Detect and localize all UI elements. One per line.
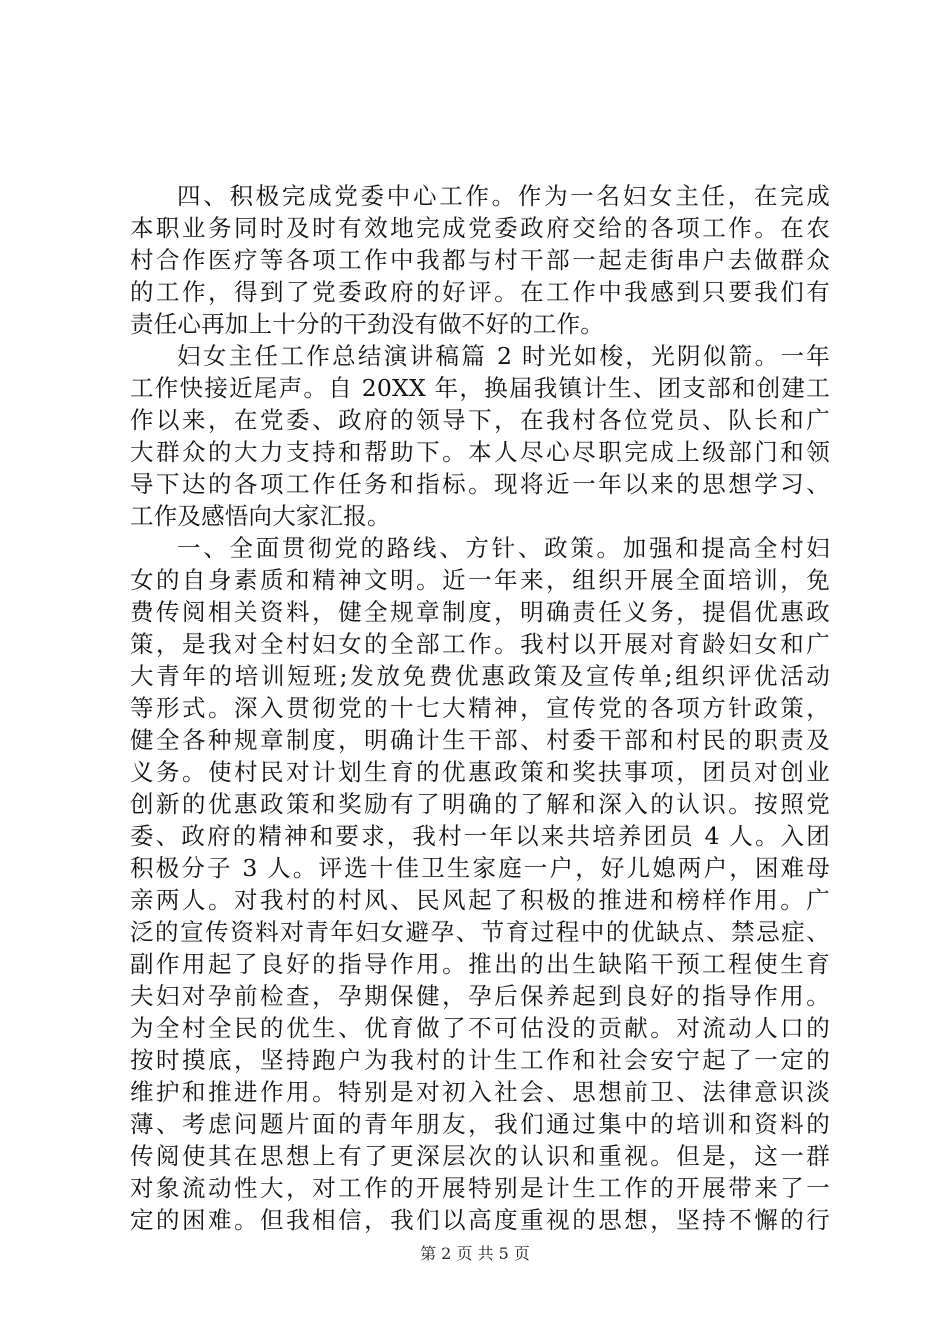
text-line: 工作及感悟向大家汇报。 bbox=[130, 502, 391, 530]
text-line: 义务。使村民对计划生育的优惠政策和奖扶事项，团员对创业 bbox=[130, 758, 830, 786]
text-line: 工作快接近尾声。自 20XX 年，换届我镇计生、团支部和创建工 bbox=[130, 374, 830, 402]
text-line: 健全各种规章制度，明确计生干部、村委干部和村民的职责及 bbox=[130, 726, 830, 754]
text-line: 大青年的培训短班;发放免费优惠政策及宣传单;组织评优活动 bbox=[130, 662, 830, 690]
text-line: 女的自身素质和精神文明。近一年来，组织开展全面培训，免 bbox=[130, 566, 830, 594]
text-line: 责任心再加上十分的干劲没有做不好的工作。 bbox=[130, 310, 604, 338]
text-line: 大群众的大力支持和帮助下。本人尽心尽职完成上级部门和领 bbox=[130, 438, 830, 466]
text-line: 泛的宣传资料对青年妇女避孕、节育过程中的优缺点、禁忌症、 bbox=[130, 918, 830, 946]
text-line: 亲两人。对我村的村风、民风起了积极的推进和榜样作用。广 bbox=[130, 886, 830, 914]
text-line: 的工作，得到了党委政府的好评。在工作中我感到只要我们有 bbox=[130, 278, 830, 306]
text-line: 薄、考虑问题片面的青年朋友，我们通过集中的培训和资料的 bbox=[130, 1110, 830, 1138]
text-line: 等形式。深入贯彻党的十七大精神，宣传党的各项方针政策， bbox=[130, 694, 830, 722]
text-line: 四、积极完成党委中心工作。作为一名妇女主任，在完成 bbox=[177, 182, 830, 210]
text-line: 创新的优惠政策和奖励有了明确的了解和深入的认识。按照党 bbox=[130, 790, 830, 818]
text-line: 妇女主任工作总结演讲稿篇 2 时光如梭，光阴似箭。一年 bbox=[177, 342, 830, 370]
text-line: 为全村全民的优生、优育做了不可估没的贡献。对流动人口的 bbox=[130, 1014, 830, 1042]
text-line: 对象流动性大，对工作的开展特别是计生工作的开展带来了一 bbox=[130, 1174, 830, 1202]
text-line: 夫妇对孕前检查，孕期保健，孕后保养起到良好的指导作用。 bbox=[130, 982, 830, 1010]
text-line: 积极分子 3 人。评选十佳卫生家庭一户，好儿媳两户，困难母 bbox=[130, 854, 830, 882]
text-line: 维护和推进作用。特别是对初入社会、思想前卫、法律意识淡 bbox=[130, 1078, 830, 1106]
text-line: 策，是我对全村妇女的全部工作。我村以开展对育龄妇女和广 bbox=[130, 630, 830, 658]
text-line: 委、政府的精神和要求，我村一年以来共培养团员 4 人。入团 bbox=[130, 822, 830, 850]
text-line: 作以来，在党委、政府的领导下，在我村各位党员、队长和广 bbox=[130, 406, 830, 434]
page-number-footer: 第 2 页 共 5 页 bbox=[420, 1244, 530, 1263]
text-line: 副作用起了良好的指导作用。推出的出生缺陷干预工程使生育 bbox=[130, 950, 830, 978]
text-line: 村合作医疗等各项工作中我都与村干部一起走街串户去做群众 bbox=[130, 246, 830, 274]
text-line: 定的困难。但我相信，我们以高度重视的思想，坚持不懈的行 bbox=[130, 1206, 830, 1234]
text-line: 费传阅相关资料，健全规章制度，明确责任义务，提倡优惠政 bbox=[130, 598, 830, 626]
text-line: 本职业务同时及时有效地完成党委政府交给的各项工作。在农 bbox=[130, 214, 830, 242]
document-body bbox=[130, 180, 830, 1236]
text-line: 按时摸底，坚持跑户为我村的计生工作和社会安宁起了一定的 bbox=[130, 1046, 830, 1074]
text-line: 传阅使其在思想上有了更深层次的认识和重视。但是，这一群 bbox=[130, 1142, 830, 1170]
text-line: 导下达的各项工作任务和指标。现将近一年以来的思想学习、 bbox=[130, 470, 830, 498]
text-line: 一、全面贯彻党的路线、方针、政策。加强和提高全村妇 bbox=[177, 534, 830, 562]
